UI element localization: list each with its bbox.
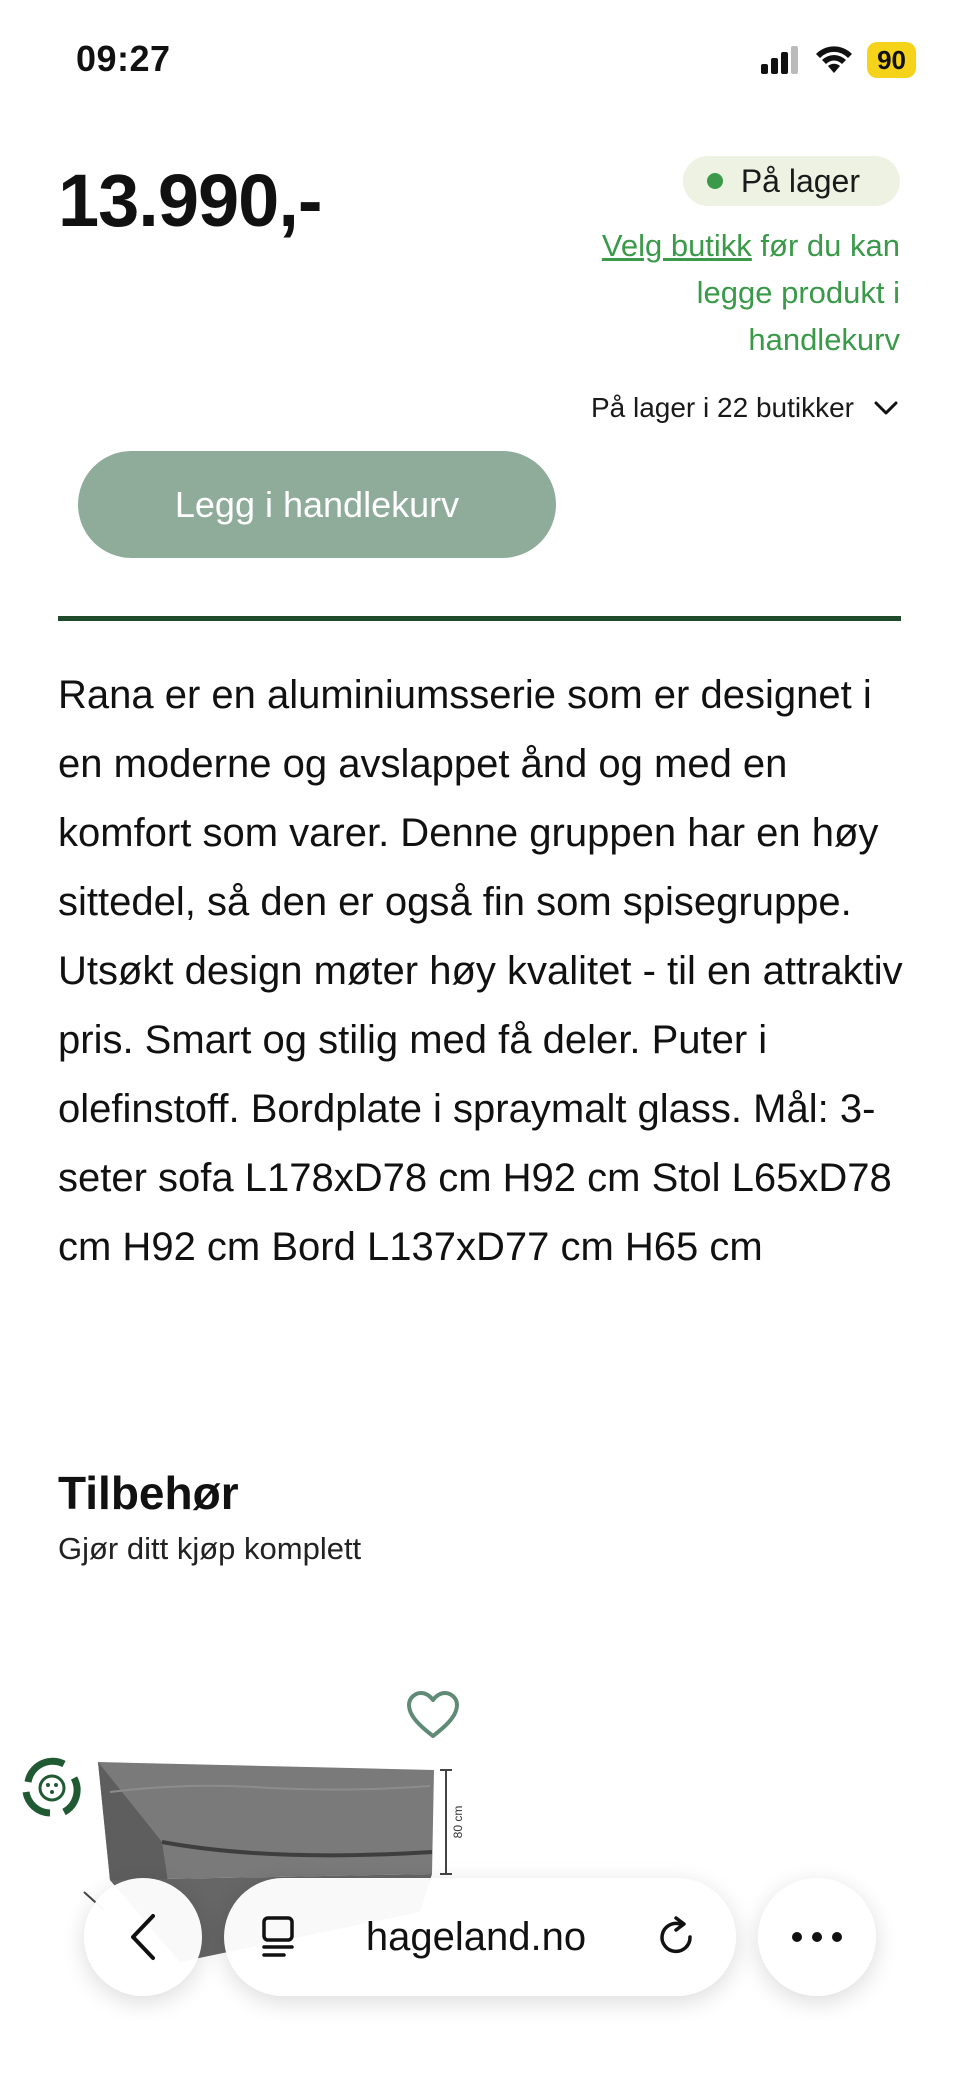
store-note — [560, 222, 900, 363]
cover-dimension-label: 80 cm — [451, 1805, 465, 1839]
choose-store-link[interactable]: Velg butikk — [601, 228, 752, 263]
address-bar[interactable] — [224, 1878, 736, 1996]
back-icon — [125, 1912, 161, 1962]
add-to-cart-button[interactable]: Legg i handlekurv — [78, 451, 556, 558]
heart-icon[interactable] — [406, 1690, 460, 1740]
section-divider — [58, 616, 901, 621]
chevron-down-icon — [872, 394, 900, 422]
status-icons — [761, 42, 916, 78]
stock-status-badge — [683, 156, 900, 206]
product-price: 13.990,- — [58, 159, 322, 242]
product-description: Rana er en aluminiumsserie som er designet i en moderne og avslappet ånd og med en komfort som varer. Denne gruppen har en høy sittedel, så den er også fin som spisegruppe. Utsøkt design møter høy kvalitet - til en attraktiv pris. Smart og stilig med få deler. Puter i olefinstoff. Bordplate i spraymalt glass. Mål: 3-seter sofa L178xD78 cm H92 cm Stol L65xD78 cm H92 cm Bord L137xD77 cm H65 cm — [58, 673, 903, 1269]
reload-icon[interactable] — [654, 1915, 698, 1959]
stock-dot-icon — [707, 173, 723, 189]
wifi-icon — [815, 46, 853, 74]
store-note-text: før du kan legge produkt i handlekurv — [696, 228, 900, 357]
accessories-subtitle: Gjør ditt kjøp komplett — [58, 1531, 362, 1566]
stores-availability-label: På lager i 22 butikker — [590, 392, 854, 423]
accessories-title: Tilbehør — [58, 1467, 239, 1519]
status-time: 09:27 — [76, 38, 171, 79]
browser-toolbar — [0, 1870, 960, 2010]
signal-icon — [761, 46, 801, 74]
more-icon — [790, 1930, 844, 1944]
more-button[interactable] — [758, 1878, 876, 1996]
reader-icon[interactable] — [258, 1914, 298, 1960]
stock-status-label: På lager — [740, 162, 860, 199]
recycle-badge-icon — [16, 1752, 88, 1824]
stores-availability-toggle[interactable] — [591, 392, 900, 424]
url-text: hageland.no — [365, 1914, 587, 1959]
back-button[interactable] — [84, 1878, 202, 1996]
battery-icon: 90 — [867, 42, 916, 78]
status-bar — [0, 0, 960, 120]
